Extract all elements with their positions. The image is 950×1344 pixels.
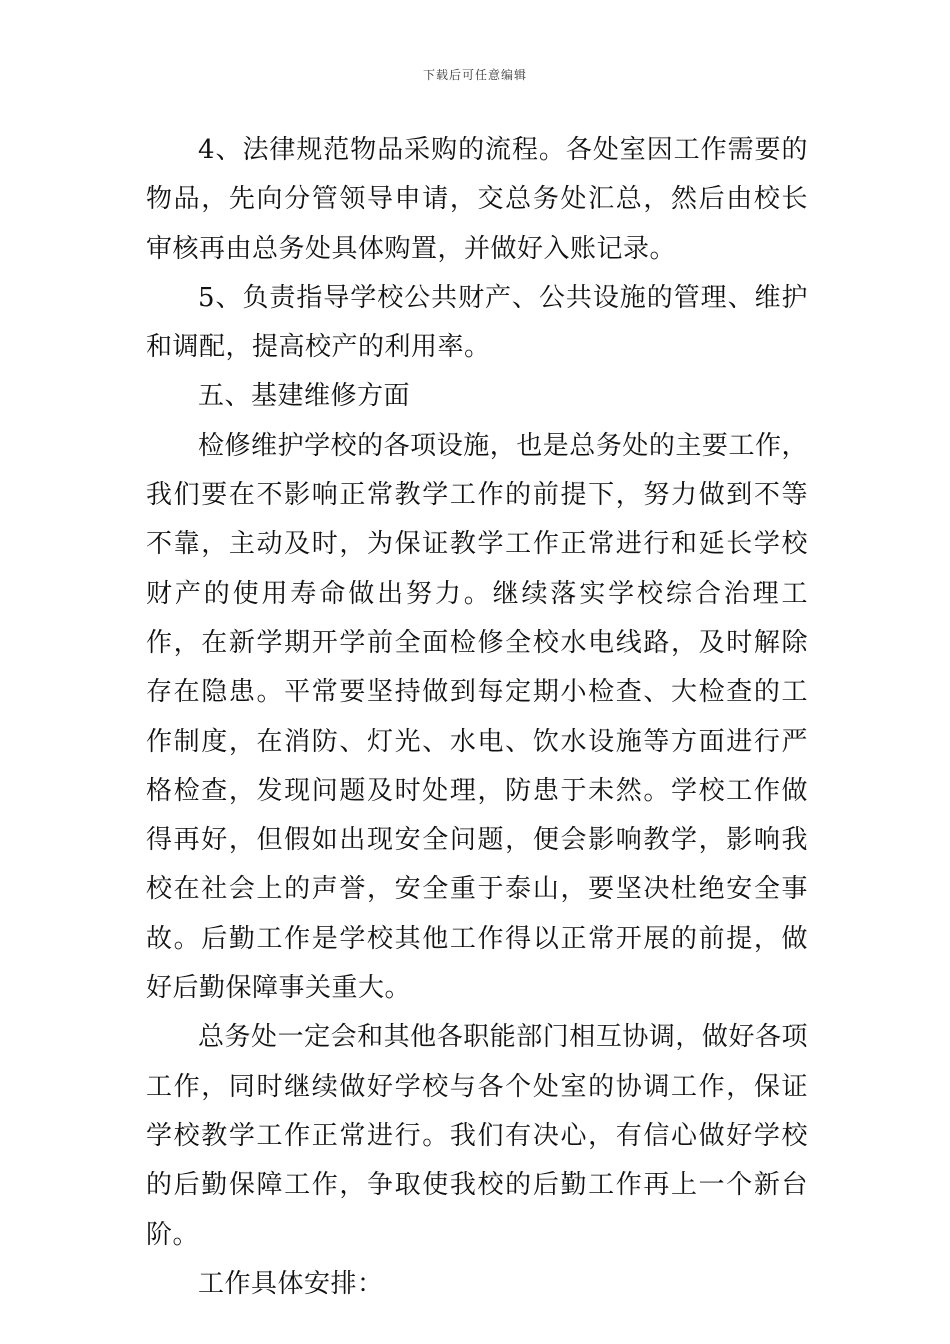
paragraph-procurement: 4、法律规范物品采购的流程。各处室因工作需要的物品，先向分管领导申请，交总务处汇总，然后由校长审核再由总务处具体购置，并做好入账记录。	[146, 135, 808, 264]
section-heading-maintenance: 五、基建维修方面	[198, 381, 411, 412]
paragraph-public-property: 5、负责指导学校公共财产、公共设施的管理、维护和调配，提高校产的利用率。	[146, 282, 808, 363]
paragraph-maintenance: 检修维护学校的各项设施，也是总务处的主要工作，我们要在不影响正常教学工作的前提下，努力做到不等不靠，主动及时，为保证教学工作正常进行和延长学校财产的使用寿命做出努力。继续落实学校综合治理工作，在新学期开学前全面检修全校水电线路，及时解除存在隐患。平常要坚持做到每定期小检查、大检查的工作制度，在消防、灯光、水电、饮水设施等方面进行严格检查，发现问题及时处理，防患于未然。学校工作做得再好，但假如出现安全问题，便会影响教学，影响我校在社会上的声誉，安全重于泰山，要坚决杜绝安全事故。后勤工作是学校其他工作得以正常开展的前提，做好后勤保障事关重大。	[146, 430, 808, 1004]
document-body	[146, 126, 808, 1309]
paragraph-arrangement-heading: 工作具体安排：	[198, 1268, 384, 1299]
paragraph-coordination: 总务处一定会和其他各职能部门相互协调，做好各项工作，同时继续做好学校与各个处室的协调工作，保证学校教学工作正常进行。我们有决心，有信心做好学校的后勤保障工作，争取使我校的后勤工作再上一个新台阶。	[146, 1022, 808, 1250]
page-header: 下载后可任意编辑	[422, 68, 527, 82]
